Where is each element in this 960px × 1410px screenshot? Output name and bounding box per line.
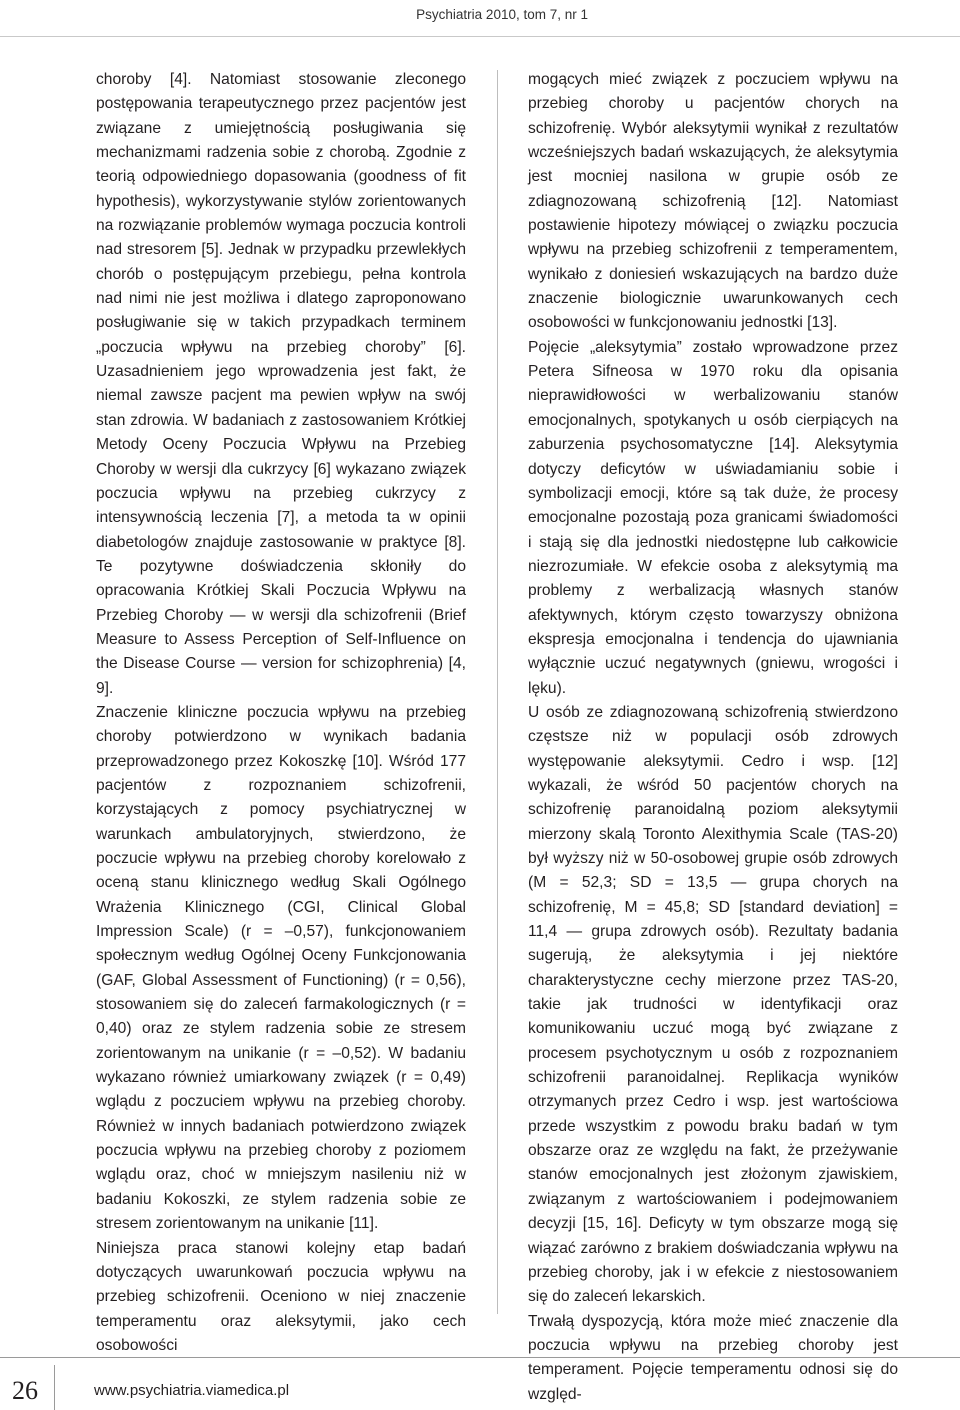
paragraph: choroby [4]. Natomiast stosowanie zleconego postępowania terapeutycznego przez pacjentów jest związane z umiejętnością posługiwania się mechanizmami radzenia sobie z chorobą. Zgodnie z teorią odpowiedniego dopasowania (goodness of fit hypothesis), wykorzystywanie stylów zorientowanych na rozwiązanie problemów wymaga poczucia kontroli nad stresorem [5]. Jednak w przypadku przewlekłych chorób o postępującym przebiegu, pełna kontrola nad nimi nie jest możliwa i dlatego zaproponowano posługiwanie się w takich przypadkach terminem „poczucia wpływu na przebieg choroby” [6]. Uzasadnieniem jego wprowadzenia jest fakt, że niemal zawsze pacjent ma pewien wpływ na swój stan zdrowia. W badaniach z zastosowaniem Krótkiej Metody Oceny Poczucia Wpływu na Przebieg Choroby w wersji dla cukrzycy [6] wykazano związek poczucia wpływu na przebieg cukrzycy z intensywnością leczenia [7], a metoda ta w opinii diabetologów znajduje zastosowanie w praktyce [8]. Te pozytywne doświadczenia skłoniły do opracowania Krótkiej Skali Poczucia Wpływu na Przebieg Choroby — w wersji dla schizofrenii (Brief Measure to Assess Perception of Self-Influence on the Disease Course — version for schizophrenia) [4, 9]. bbox=[96, 71, 466, 697]
journal-reference: Psychiatria 2010, tom 7, nr 1 bbox=[416, 7, 588, 22]
column-divider bbox=[497, 70, 498, 1314]
journal-website-link[interactable]: www.psychiatria.viamedica.pl bbox=[94, 1382, 290, 1399]
paragraph: U osób ze zdiagnozowaną schizofrenią stwierdzono częstsze niż w populacji osób zdrowych występowanie aleksytymii. Cedro i wsp. [12] wykazali, że wśród 50 pacjentów chorych na schizofrenię paranoidalną poziom aleksytymii mierzony skalą Toronto Alexithymia Scale (TAS-20) był wyższy niż w 50-osobowej grupie osób zdrowych (M = 52,3; SD = 13,5 — grupa chorych na schizofrenię, M = 45,8; SD [standard deviation] = 11,4 — grupa zdrowych osób). Rezultaty badania sugerują, że aleksytymia i jej niektóre charakterystyczne cechy mierzone przez TAS-20, takie jak trudności w identyfikacji oraz komunikowaniu uczuć mogą być związane z procesem psychotycznym u osób z rozpoznaniem schizofrenii paranoidalnej. Replikacja wyników otrzymanych przez Cedro i wsp. jest wartościowa przede wszystkim z powodu braku badań w tym obszarze oraz ze względu na fakt, że przeżywanie stanów emocjonalnych jest złożonym zjawiskiem, związanym z wartościowaniem i podejmowaniem decyzji [15, 16]. Deficyty w tym obszarze mogą się wiązać zarówno z brakiem doświadczania wpływu na przebieg choroby, jak i w efekcie z niestosowaniem się do zaleceń lekarskich. bbox=[528, 703, 898, 1306]
footer-divider bbox=[54, 1365, 55, 1410]
paragraph: Niniejsza praca stanowi kolejny etap badań dotyczących uwarunkowań poczucia wpływu na przebieg schizofrenii. Oceniono w niej znaczenie temperamentu oraz aleksytymii, jako cech osobowości bbox=[96, 1239, 466, 1354]
paragraph: Trwałą dyspozycją, która może mieć znaczenie dla poczucia wpływu na przebieg choroby jest temperament. Pojęcie temperamentu odnosi się do względ- bbox=[528, 1312, 898, 1403]
paragraph: mogących mieć związek z poczuciem wpływu na przebieg choroby u pacjentów chorych na schizofrenię. Wybór aleksytymii wynikał z rezultatów wcześniejszych badań wskazujących, że aleksytymia jest mocniej nasilona w grupie osób ze zdiagnozowaną schizofrenią [12]. Natomiast postawienie hipotezy mówiącej o związku poczucia wpływu na przebieg schizofrenii z temperamentem, wynikało z doniesień wskazujących na bardzo duże znaczenie biologicznie uwarunkowanych cech osobowości w funkcjonowaniu jednostki [13]. bbox=[528, 71, 898, 332]
right-column bbox=[528, 68, 898, 1407]
footer-rule bbox=[0, 1357, 960, 1358]
page-number: 26 bbox=[12, 1376, 38, 1405]
paragraph: Pojęcie „aleksytymia” zostało wprowadzone przez Petera Sifneosa w 1970 roku dla opisania nieprawidłowości w werbalizowaniu stanów emocjonalnych, spotykanych u osób cierpiących na zaburzenia psychosomatyczne [14]. Aleksytymia dotyczy deficytów w uświadamianiu sobie i symbolizacji emocji, które są tak duże, że procesy emocjonalne pozostają poza granicami świadomości i stają się dla jednostki niedostępne lub całkowicie niezrozumiałe. W efekcie osoba z aleksytymią ma problemy z werbalizacją własnych stanów afektywnych, którym często towarzyszy obniżona ekspresja emocjonalna i tendencja do ujawniania wyłącznie uczuć negatywnych (gniewu, wrogości i lęku). bbox=[528, 338, 898, 697]
paragraph: Znaczenie kliniczne poczucia wpływu na przebieg choroby potwierdzono w wynikach badania przeprowadzonego przez Kokoszkę [10]. Wśród 177 pacjentów z rozpoznaniem schizofrenii, korzystających z pomocy psychiatrycznej w warunkach ambulatoryjnych, stwierdzono, że poczucie wpływu na przebieg choroby korelowało z oceną stanu klinicznego według Skali Ogólnego Wrażenia Klinicznego (CGI, Clinical Global Impression Scale) (r = –0,57), funkcjonowaniem społecznym według Ogólnej Oceny Funkcjonowania (GAF, Global Assessment of Functioning) (r = 0,56), stosowaniem się do zaleceń farmakologicznych (r = 0,40) oraz ze stylem radzenia sobie ze stresem zorientowanym na unikanie (r = –0,52). W badaniu wykazano również umiarkowany związek (r = 0,49) wglądu z poczuciem wpływu na przebieg choroby. Również w innych badaniach potwierdzono związek poczucia wpływu na przebieg choroby z poziomem wglądu oraz, choć w mniejszym nasileniu niż w badaniu Kokoszki, ze stylem radzenia sobie ze stresem zorientowanym na unikanie [11]. bbox=[96, 703, 466, 1233]
header-bar bbox=[0, 0, 960, 37]
left-column bbox=[96, 68, 466, 1358]
